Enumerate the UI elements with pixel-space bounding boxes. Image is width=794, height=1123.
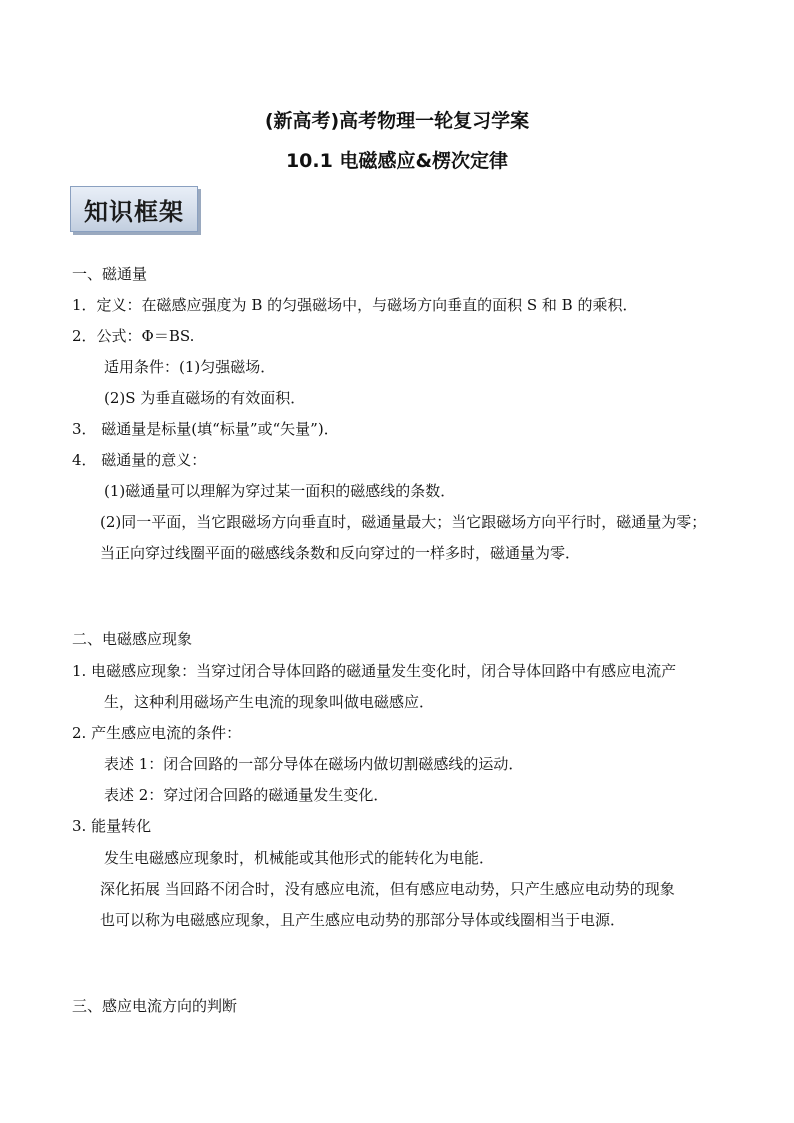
s1-meaning: 4． 磁通量的意义： [72, 451, 207, 469]
s1-definition: 1．定义：在磁感应强度为 B 的匀强磁场中，与磁场方向垂直的面积 S 和 B 的乘积． [72, 296, 638, 314]
s2-energy-desc: 发生电磁感应现象时，机械能或其他形式的能转化为电能． [104, 849, 495, 867]
s2-phenomenon-cont: 生，这种利用磁场产生电流的现象叫做电磁感应． [104, 693, 435, 711]
s1-scalar: 3． 磁通量是标量(填“标量”或“矢量”)． [72, 420, 339, 438]
s2-phenomenon: 1. 电磁感应现象：当穿过闭合导体回路的磁通量发生变化时，闭合导体回路中有感应电流产 [72, 662, 677, 680]
section-1-heading: 一、磁通量 [72, 265, 148, 283]
s1-condition-1: 适用条件：(1)匀强磁场． [104, 358, 276, 376]
section-2-heading: 二、电磁感应现象 [72, 630, 193, 648]
s1-meaning-2: (2)同一平面，当它跟磁场方向垂直时，磁通量最大；当它跟磁场方向平行时，磁通量为零； [100, 513, 707, 531]
document-subtitle: 10.1 电磁感应&楞次定律 [285, 150, 509, 172]
s1-meaning-2-cont: 当正向穿过线圈平面的磁感线条数和反向穿过的一样多时，磁通量为零． [100, 544, 581, 562]
document-title: (新高考)高考物理一轮复习学案 [264, 110, 530, 132]
s1-condition-2: (2)S 为垂直磁场的有效面积． [104, 389, 306, 407]
knowledge-framework-banner: 知识框架 [70, 186, 198, 232]
s2-energy: 3. 能量转化 [72, 817, 152, 835]
section-3-heading: 三、感应电流方向的判断 [72, 997, 238, 1015]
s1-formula: 2．公式：Φ＝BS. [72, 327, 195, 345]
s2-statement-1: 表述 1：闭合回路的一部分导体在磁场内做切割磁感线的运动． [104, 755, 524, 773]
s2-statement-2: 表述 2：穿过闭合回路的磁通量发生变化． [104, 786, 389, 804]
s2-extension-cont: 也可以称为电磁感应现象，且产生感应电动势的那部分导体或线圈相当于电源． [100, 911, 626, 929]
s2-extension: 深化拓展 当回路不闭合时，没有感应电流，但有感应电动势，只产生感应电动势的现象 [100, 880, 675, 898]
s2-condition: 2. 产生感应电流的条件： [72, 724, 242, 742]
s1-meaning-1: (1)磁通量可以理解为穿过某一面积的磁感线的条数． [104, 482, 456, 500]
